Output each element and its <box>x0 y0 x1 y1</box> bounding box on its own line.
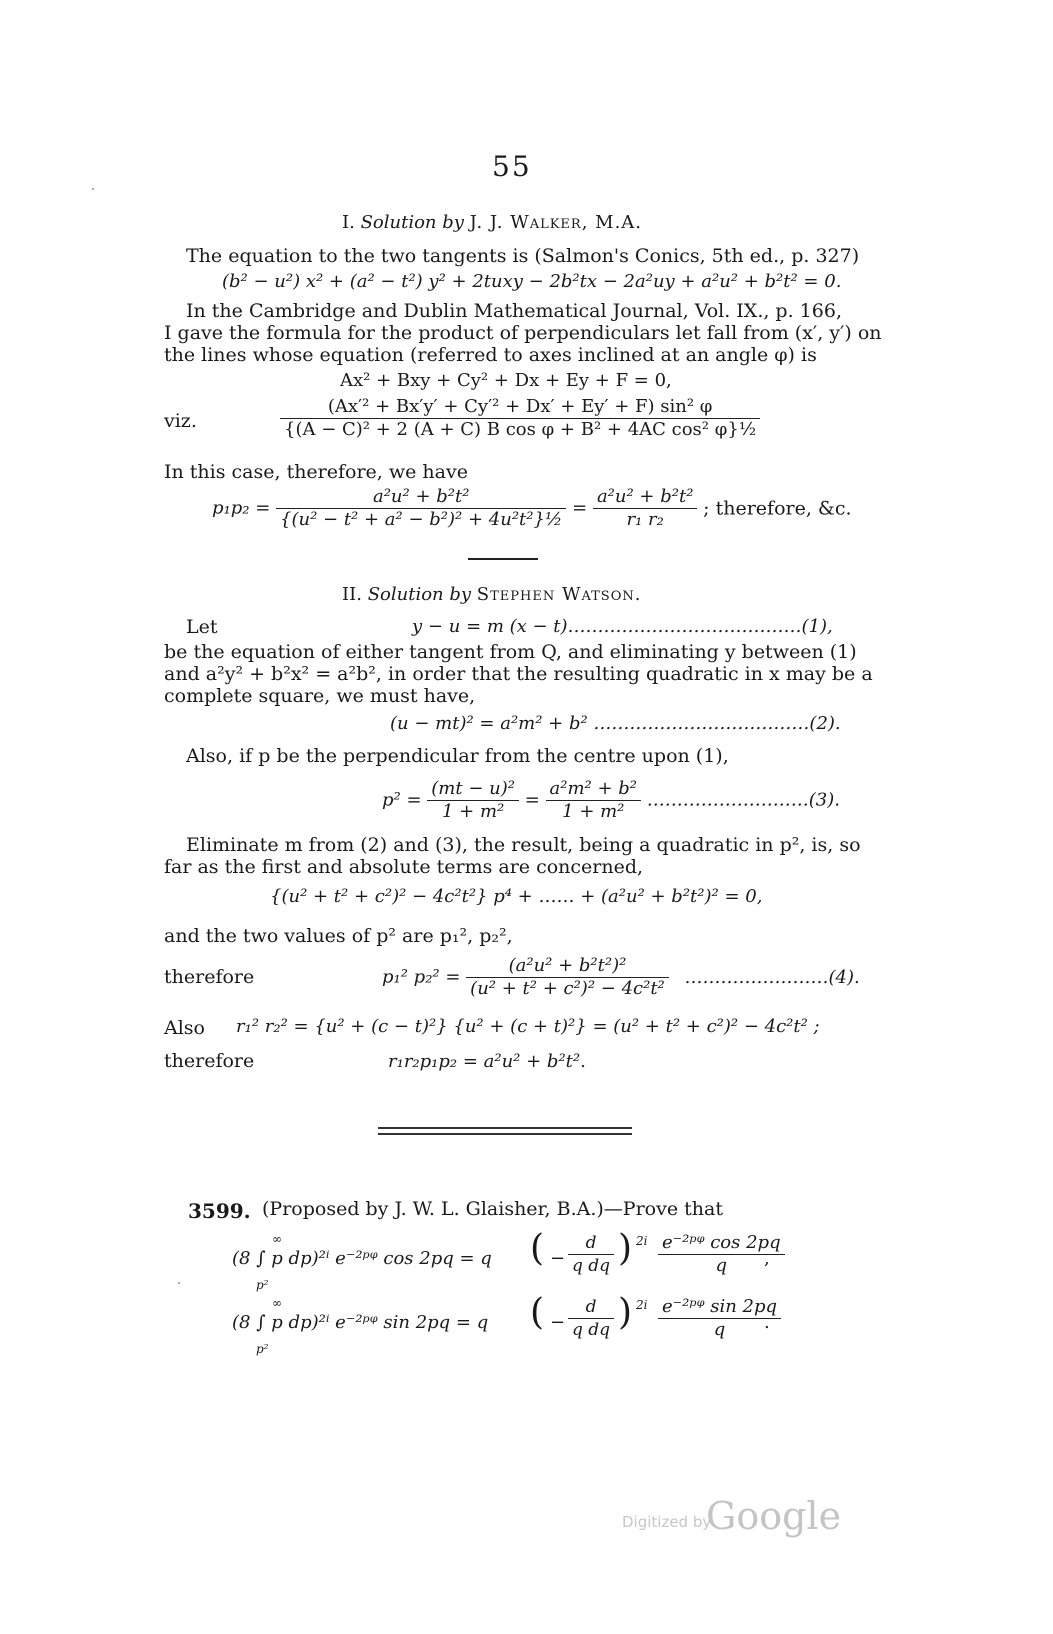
two-values-line: and the two values of p² are p₁², p₂², <box>164 925 513 947</box>
eqA-right-num: e⁻²ᵖᵠ cos 2pq <box>662 1232 781 1253</box>
eqB-period: . <box>764 1312 770 1333</box>
therefore-label-2: therefore <box>164 1050 255 1072</box>
eqB-left: (8 ∫ p dp)²ⁱ e⁻²ᵖᵠ sin 2pq = q <box>232 1312 489 1333</box>
page-number: 55 <box>492 150 532 183</box>
eq4-num: (a²u² + b²t²)² <box>508 955 627 976</box>
therefore-label-1: therefore <box>164 966 255 988</box>
eliminate-line2: far as the first and absolute terms are concerned, <box>164 856 644 878</box>
eqA-comma: , <box>764 1248 770 1269</box>
eqA-exp: 2i <box>636 1234 648 1248</box>
eqA-paren-close: ) <box>618 1228 633 1269</box>
eqB-qdq: q dq <box>568 1318 614 1341</box>
eqA-left: (8 ∫ p dp)²ⁱ e⁻²ᵖᵠ cos 2pq = q <box>232 1248 492 1269</box>
viz-formula <box>280 396 760 441</box>
section2-label: Solution by <box>367 584 472 605</box>
viz-denominator: {(A − C)² + 2 (A + C) B cos φ + B² + 4AC cos² φ}½ <box>280 418 760 441</box>
eqB-right-num: e⁻²ᵖᵠ sin 2pq <box>662 1296 778 1317</box>
eq3-lhs: p² = <box>382 789 422 811</box>
eqA-d: d <box>585 1233 597 1253</box>
section2-para-line2: and a²y² + b²x² = a²b², in order that the resulting quadratic in x may be a <box>164 663 873 685</box>
eqA-minus: − <box>550 1248 566 1269</box>
in-this-case-line: In this case, therefore, we have <box>164 461 468 483</box>
eqA-qdq: q dq <box>568 1254 614 1277</box>
section1-para2-line3: the lines whose equation (referred to axes inclined at an angle φ) is <box>164 344 817 366</box>
section1-label: Solution by <box>360 212 464 233</box>
eq3-tail: ………………………(3). <box>646 789 840 811</box>
eqA-right-den: q <box>658 1254 785 1277</box>
eqA-paren: ( <box>530 1228 545 1269</box>
eqB-int-upper: ∞ <box>272 1296 282 1310</box>
eq3-equals: = <box>524 789 540 811</box>
section2-number: II. <box>342 584 362 605</box>
section-divider <box>468 558 538 560</box>
equation-1: y − u = m (x − t)…………………………………(1), <box>412 616 833 637</box>
equation-final: r₁r₂p₁p₂ = a²u² + b²t². <box>388 1051 586 1072</box>
equation-conic: Ax² + Bxy + Cy² + Dx + Ey + F = 0, <box>340 370 672 391</box>
let-label: Let <box>186 616 218 638</box>
also-label: Also <box>164 1017 205 1039</box>
p1p2-num1: a²u² + b²t² <box>372 486 470 507</box>
eq3-den1: 1 + m² <box>427 800 519 823</box>
viz-numerator: (Ax′² + Bx′y′ + Cy′² + Dx′ + Ey′ + F) sin² φ <box>327 396 713 417</box>
eq3-den2: 1 + m² <box>546 800 642 823</box>
equation-4 <box>382 955 860 1000</box>
eq4-den: (u² + t² + c²)² − 4c²t² <box>466 977 669 1000</box>
eqB-paren-close: ) <box>618 1292 633 1333</box>
also-line: Also, if p be the perpendicular from the centre upon (1), <box>186 745 729 767</box>
google-logo: Google <box>706 1494 842 1538</box>
equation-tangents: (b² − u²) x² + (a² − t²) y² + 2tuxy − 2b²tx − 2a²uy + a²u² + b²t² = 0. <box>222 271 842 292</box>
equation-r1r2: r₁² r₂² = {u² + (c − t)²} {u² + (c + t)²} = (u² + t² + c²)² − 4c²t² ; <box>236 1016 820 1037</box>
p1p2-equation <box>212 486 852 531</box>
p1p2-den2: r₁ r₂ <box>593 508 697 531</box>
section1-para2-line2: I gave the formula for the product of perpendiculars let fall from (x′, y′) on <box>164 322 882 344</box>
p1p2-den1: {(u² − t² + a² − b²)² + 4u²t²}½ <box>276 508 566 531</box>
p1p2-tail: ; therefore, &c. <box>703 497 852 520</box>
section2-author: Stephen Watson. <box>476 584 642 605</box>
viz-label: viz. <box>164 410 197 432</box>
section1-line1: The equation to the two tangents is (Salmon's Conics, 5th ed., p. 327) <box>186 245 860 267</box>
digitized-by-text: Digitized by <box>622 1513 712 1531</box>
p1p2-lhs: p₁p₂ = <box>212 497 271 519</box>
equation-3 <box>382 778 840 823</box>
eq3-num2: a²m² + b² <box>549 778 638 799</box>
section2-para-line1: be the equation of either tangent from Q, and eliminating y between (1) <box>164 641 857 663</box>
section1-para2-line1: In the Cambridge and Dublin Mathematical Journal, Vol. IX., p. 166, <box>186 300 842 322</box>
section1-number: I. <box>342 212 355 233</box>
section1-author: J. J. Walker, M.A. <box>469 212 643 233</box>
eqA-int-upper: ∞ <box>272 1232 282 1246</box>
eq4-lhs: p₁² p₂² = <box>382 966 461 988</box>
eliminate-line1: Eliminate m from (2) and (3), the result, being a quadratic in p², is, so <box>186 834 861 856</box>
eqB-minus: − <box>550 1312 566 1333</box>
problem-number: 3599. <box>188 1199 251 1223</box>
section1-heading <box>342 212 642 233</box>
equation-quadratic: {(u² + t² + c²)² − 4c²t²} p⁴ + …… + (a²u² + b²t²)² = 0, <box>270 886 763 907</box>
section2-para-line3: complete square, we must have, <box>164 685 476 707</box>
eqB-d: d <box>585 1297 597 1317</box>
speck <box>92 188 94 190</box>
eqB-paren: ( <box>530 1292 545 1333</box>
eqB-right-den: q <box>658 1318 781 1341</box>
speck <box>178 1282 180 1284</box>
problem-intro: (Proposed by J. W. L. Glaisher, B.A.)—Prove that <box>262 1198 723 1220</box>
double-rule-bottom <box>378 1133 632 1135</box>
section2-heading <box>342 584 641 605</box>
p1p2-equals: = <box>572 497 588 519</box>
p1p2-num2: a²u² + b²t² <box>596 486 694 507</box>
double-rule-top <box>378 1127 632 1129</box>
equation-2: (u − mt)² = a²m² + b² ………………………………(2). <box>390 713 841 734</box>
eqB-exp: 2i <box>636 1298 648 1312</box>
eqA-int-lower: p² <box>256 1278 269 1292</box>
eq3-num1: (mt − u)² <box>431 778 515 799</box>
eqB-int-lower: p² <box>256 1342 269 1356</box>
eq4-tail: ……………………(4). <box>684 966 860 988</box>
